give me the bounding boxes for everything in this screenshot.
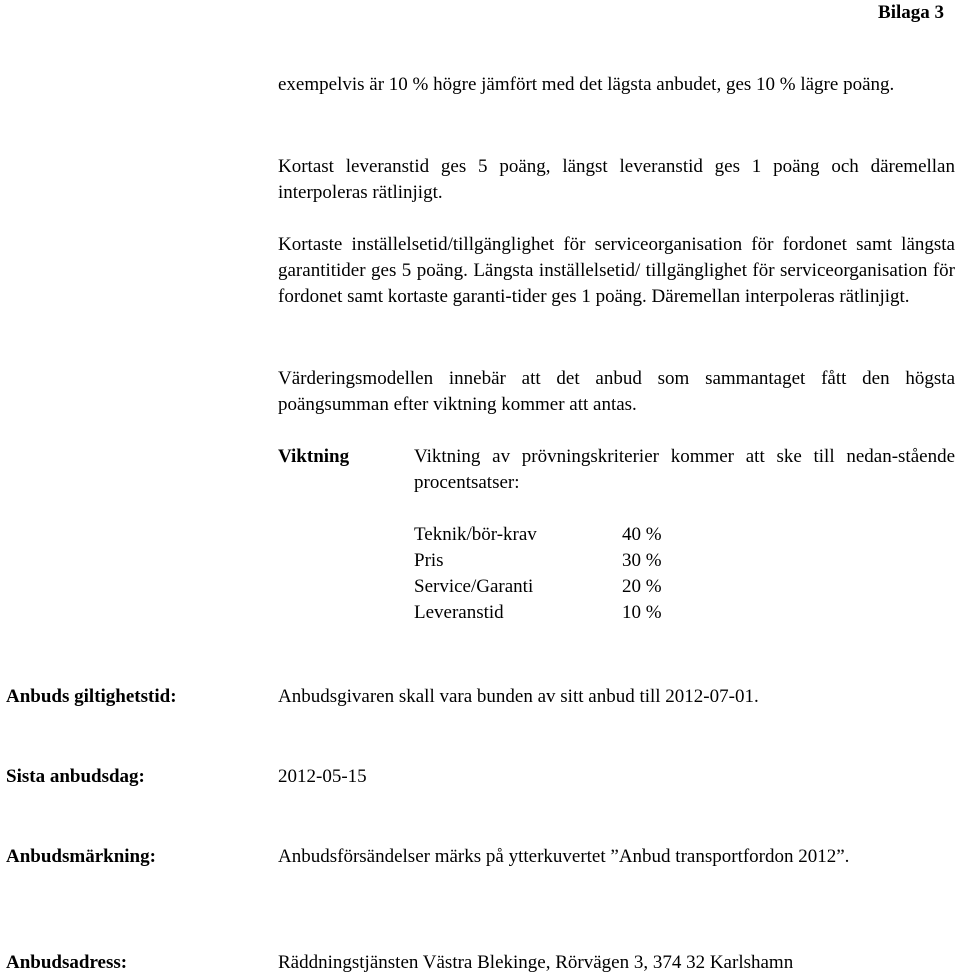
weighting-percent: 30 % (622, 550, 662, 571)
validity-value: Anbudsgivaren skall vara bunden av sitt anbud till 2012-07-01. (278, 686, 759, 707)
paragraph-service-scoring: Kortaste inställelsetid/tillgänglighet för serviceorganisation för fordonet samt längsta garantitider ges 5 poäng. Längsta inställelsetid/ tillgänglighet för serviceorganisation för fordonet samt kortaste garanti-tider ges 1 poäng. Däremellan interpoleras rätlinjigt. (278, 234, 955, 307)
weighting-row (414, 600, 714, 626)
weighting-percent: 10 % (622, 602, 662, 623)
weighting-percent: 40 % (622, 524, 662, 545)
page-label: Bilaga 3 (878, 2, 944, 23)
weighting-row (414, 522, 714, 548)
deadline-value: 2012-05-15 (278, 766, 367, 787)
weighting-table (414, 522, 714, 626)
weighting-criterion: Service/Garanti (414, 576, 534, 597)
paragraph-delivery-scoring: Kortast leveranstid ges 5 poäng, längst leveranstid ges 1 poäng och däremellan interpoleras rätlinjigt. (278, 156, 955, 203)
address-value: Räddningstjänsten Västra Blekinge, Rörvägen 3, 374 32 Karlshamn (278, 952, 794, 973)
marking-label: Anbudsmärkning: (6, 846, 156, 867)
address-label: Anbudsadress: (6, 952, 128, 973)
paragraph-evaluation-model: Värderingsmodellen innebär att det anbud som sammantaget fått den högsta poängsumman efter viktning kommer att antas. (278, 368, 955, 415)
weighting-label: Viktning (278, 446, 350, 467)
weighting-intro: Viktning av prövningskriterier kommer att ske till nedan-stående procentsatser: (414, 446, 955, 493)
weighting-row (414, 548, 714, 574)
weighting-criterion: Leveranstid (414, 602, 504, 623)
weighting-criterion: Teknik/bör-krav (414, 524, 537, 545)
paragraph-price-scoring: exempelvis är 10 % högre jämfört med det lägsta anbudet, ges 10 % lägre poäng. (278, 74, 895, 95)
weighting-criterion: Pris (414, 550, 444, 571)
deadline-label: Sista anbudsdag: (6, 766, 145, 787)
weighting-row (414, 574, 714, 600)
validity-label: Anbuds giltighetstid: (6, 686, 177, 707)
marking-value: Anbudsförsändelser märks på ytterkuvertet ”Anbud transportfordon 2012”. (278, 846, 850, 867)
weighting-percent: 20 % (622, 576, 662, 597)
